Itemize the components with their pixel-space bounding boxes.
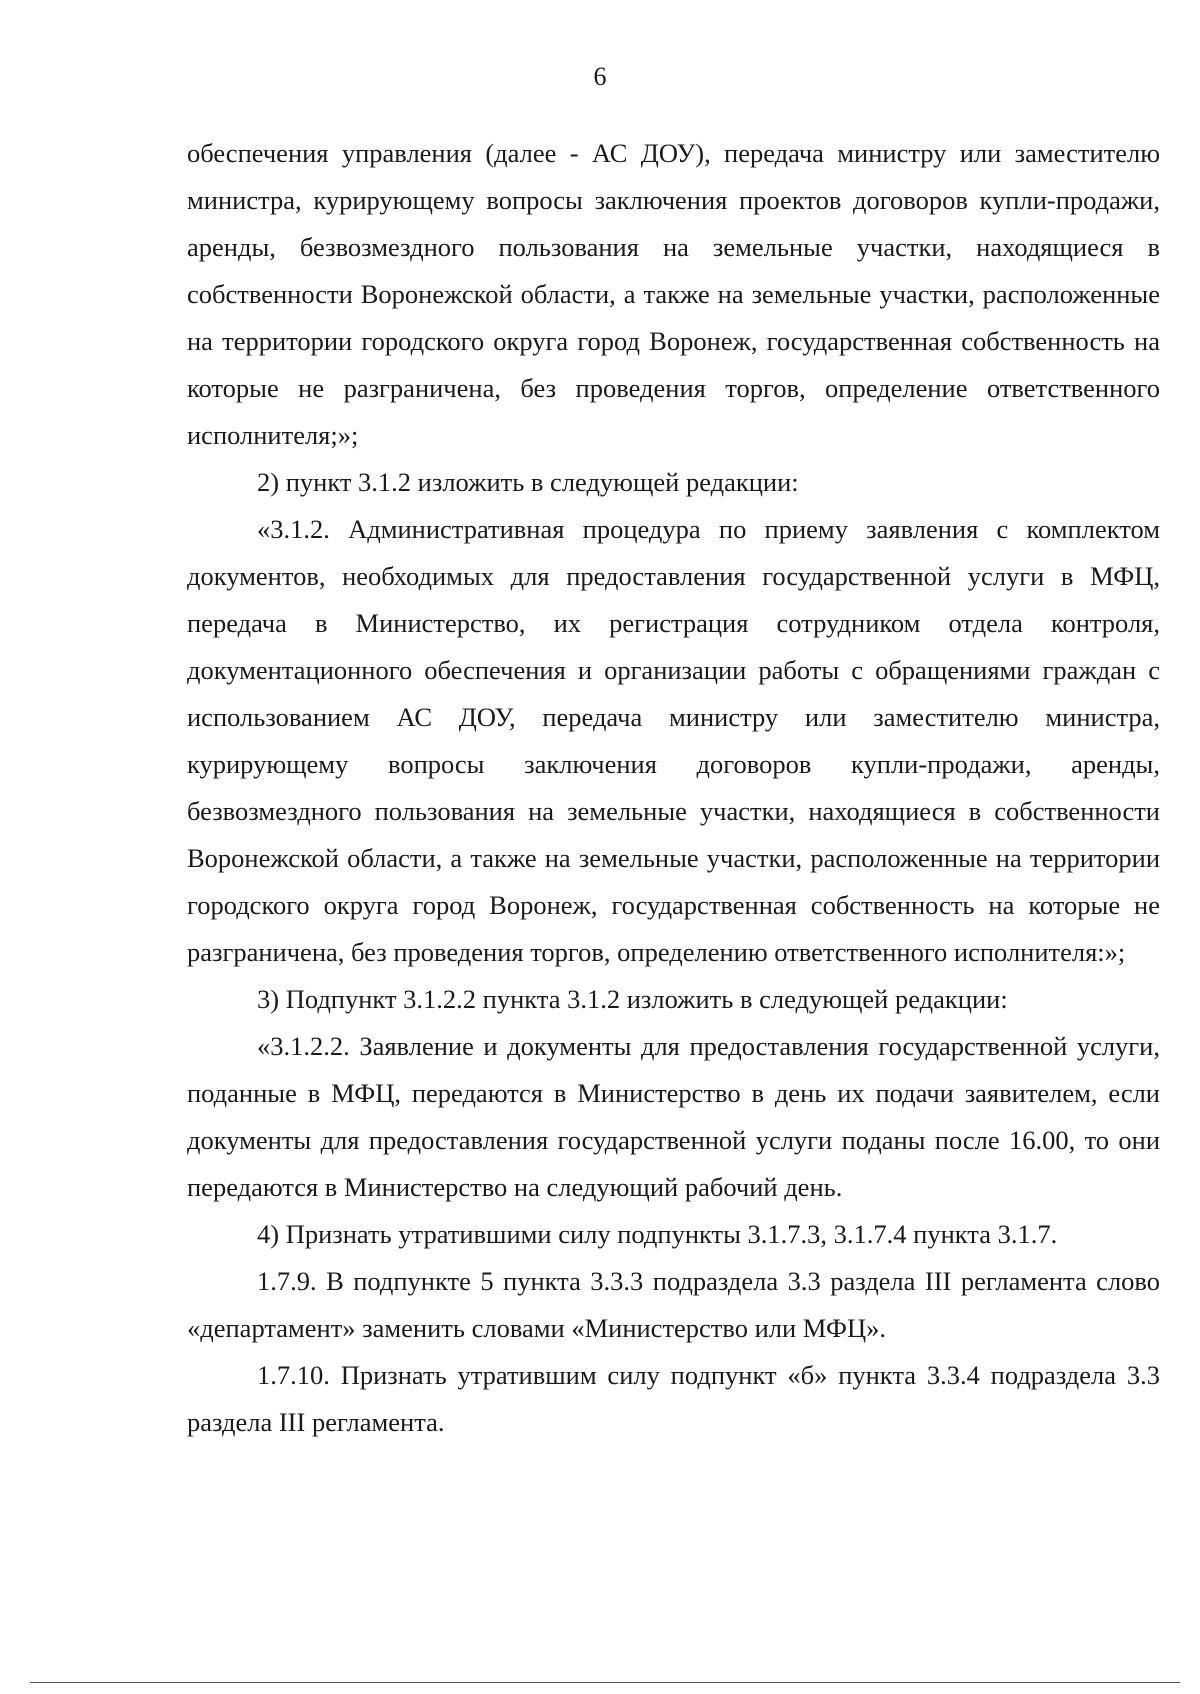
bottom-divider: [30, 1682, 1180, 1683]
paragraph-continuation: обеспечения управления (далее - АС ДОУ), передача министру или заместителю министра, курирующему вопросы заключения проектов договоров купли-продажи, аренды, безвозмездного пользования на земельные участки, находящиеся в собственности Воронежской области, а также на земельные участки, расположенные на территории городского округа город Воронеж, государственная собственность на которые не разграничена, без проведения торгов, определение ответственного исполнителя;»;: [187, 138, 1160, 450]
paragraph-3-1-2-2: «3.1.2.2. Заявление и документы для предоставления государственной услуги, поданные в МФЦ, передаются в Министерство в день их подачи заявителем, если документы для предоставления государственной услуги поданы после 16.00, то они передаются в Министерство на следующий рабочий день.: [187, 1031, 1160, 1202]
paragraph-item-3: 3) Подпункт 3.1.2.2 пункта 3.1.2 изложить в следующей редакции:: [257, 984, 1008, 1014]
paragraph-1-7-10: 1.7.10. Признать утратившим силу подпункт «б» пункта 3.3.4 подраздела 3.3 раздела III регламента.: [187, 1360, 1160, 1437]
paragraph-item-4: 4) Признать утратившими силу подпункты 3.1.7.3, 3.1.7.4 пункта 3.1.7.: [257, 1219, 1058, 1249]
page-number: 6: [593, 62, 607, 91]
paragraph-1-7-9: 1.7.9. В подпункте 5 пункта 3.3.3 подраздела 3.3 раздела III регламента слово «департамент» заменить словами «Министерство или МФЦ».: [187, 1266, 1160, 1343]
paragraph-item-2: 2) пункт 3.1.2 изложить в следующей редакции:: [257, 467, 799, 497]
paragraph-3-1-2: «3.1.2. Административная процедура по приему заявления с комплектом документов, необходимых для предоставления государственной услуги в МФЦ, передача в Министерство, их регистрация сотрудником отдела контроля, документационного обеспечения и организации работы с обращениями граждан с использованием АС ДОУ, передача министру или заместителю министра, курирующему вопросы заключения договоров купли-продажи, аренды, безвозмездного пользования на земельные участки, находящиеся в собственности Воронежской области, а также на земельные участки, расположенные на территории городского округа город Воронеж, государственная собственность на которые не разграничена, без проведения торгов, определению ответственного исполнителя:»;: [187, 514, 1160, 967]
document-body: [187, 130, 1160, 1446]
